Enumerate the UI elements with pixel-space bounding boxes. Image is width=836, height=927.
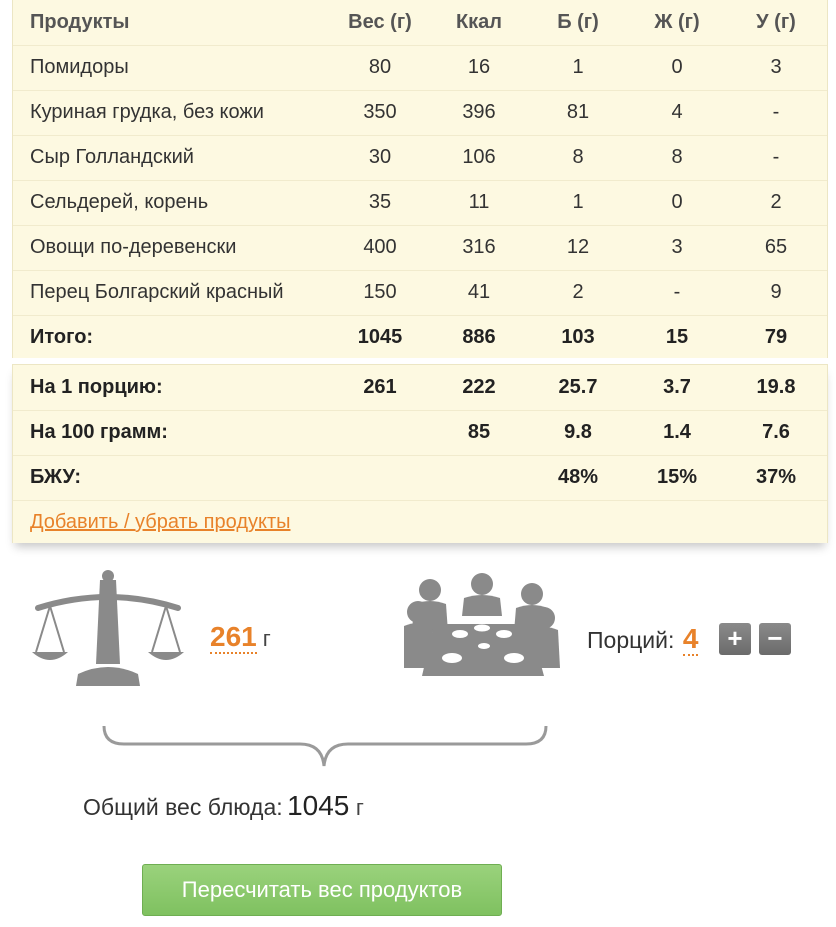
protein-cell: 2 [572,281,584,303]
table-row [13,90,827,136]
fat-cell: 8 [671,146,683,168]
portions-control [587,624,698,654]
brace-icon [100,724,552,770]
kcal-cell: 11 [468,191,490,213]
carbs-cell: 9 [770,281,782,303]
product-name: Помидоры [30,56,129,78]
bju-label: БЖУ: [30,466,82,488]
carbs-cell: 3 [770,56,782,78]
per-100g-label: На 100 грамм: [30,421,168,443]
kcal-cell: 316 [462,236,496,258]
per-100g-fat: 1.4 [663,421,691,443]
summary-table [12,364,828,543]
protein-cell: 81 [566,101,590,123]
per-portion-weight: 261 [363,376,397,398]
fat-cell: 4 [671,101,683,123]
kcal-cell: 16 [467,56,491,78]
bju-fat: 15% [656,466,698,488]
total-protein-cell: 103 [561,326,595,348]
portion-weight-unit: г [262,626,271,651]
table-row [13,225,827,271]
total-weight [83,790,364,822]
table-row [13,180,827,226]
table-row [13,135,827,181]
weight-cell: 80 [368,56,392,78]
portion-weight-value[interactable]: 261 [210,621,257,652]
protein-cell: 12 [566,236,590,258]
total-kcal-cell: 886 [462,326,496,348]
total-weight-label: Общий вес блюда: [83,794,283,820]
kcal-cell: 41 [467,281,491,303]
table-header [13,0,827,46]
portions-value[interactable]: 4 [682,623,699,654]
protein-cell: 8 [572,146,584,168]
header-weight: Вес (г) [348,11,412,33]
protein-cell: 1 [572,191,584,213]
table-row [13,270,827,316]
add-link-row [13,500,827,545]
weight-cell: 400 [363,236,397,258]
fat-cell: 0 [671,191,683,213]
protein-cell: 1 [572,56,584,78]
table-row [13,45,827,91]
bju-row [13,455,827,501]
header-kcal: Ккал [455,11,503,33]
total-weight-value: 1045 [287,790,350,821]
portions-plus-button[interactable]: + [719,623,751,655]
portions-minus-button[interactable]: − [759,623,791,655]
header-carbs: У (г) [756,11,796,33]
per-portion-protein: 25.7 [558,376,598,398]
product-name: Куриная грудка, без кожи [30,101,264,123]
product-name: Сельдерей, корень [30,191,209,213]
weight-cell: 35 [368,191,392,213]
product-name: Сыр Голландский [30,146,194,168]
portions-label: Порций: [587,627,675,653]
product-name: Овощи по-деревенски [30,236,237,258]
header-products: Продукты [30,11,130,33]
kcal-cell: 396 [462,101,496,123]
fat-cell: 3 [671,236,683,258]
header-protein: Б (г) [557,11,599,33]
recalculate-weights-button[interactable]: Пересчитать вес продуктов [142,864,502,916]
dinner-table-icon [404,572,564,680]
total-weight-cell: 1045 [357,326,403,348]
per-portion-kcal: 222 [462,376,496,398]
total-weight-unit: г [355,795,364,820]
per-100g-protein: 9.8 [564,421,592,443]
bju-protein: 48% [557,466,599,488]
scales-icon [28,568,188,692]
bju-carbs: 37% [755,466,797,488]
weight-cell: 350 [363,101,397,123]
per-100g-carbs: 7.6 [762,421,790,443]
portion-weight [210,622,271,652]
weight-cell: 30 [368,146,392,168]
per-100g-kcal: 85 [467,421,491,443]
per-portion-carbs: 19.8 [756,376,796,398]
per-portion-label: На 1 порцию: [30,376,163,398]
per-portion-row [13,365,827,411]
add-remove-products-link[interactable]: Добавить / убрать продукты [30,511,291,533]
header-fat: Ж (г) [654,11,700,33]
total-fat-cell: 15 [665,326,689,348]
kcal-cell: 106 [462,146,496,168]
per-portion-fat: 3.7 [663,376,691,398]
carbs-cell: 65 [764,236,788,258]
product-name: Перец Болгарский красный [30,281,284,303]
carbs-cell: - [772,146,780,168]
products-table [12,0,828,358]
total-row [13,315,827,360]
weight-cell: 150 [363,281,397,303]
carbs-cell: - [772,101,780,123]
carbs-cell: 2 [770,191,782,213]
total-label: Итого: [30,326,94,348]
total-carbs-cell: 79 [764,326,788,348]
per-100g-row [13,410,827,456]
fat-cell: 0 [671,56,683,78]
fat-cell: - [673,281,681,303]
